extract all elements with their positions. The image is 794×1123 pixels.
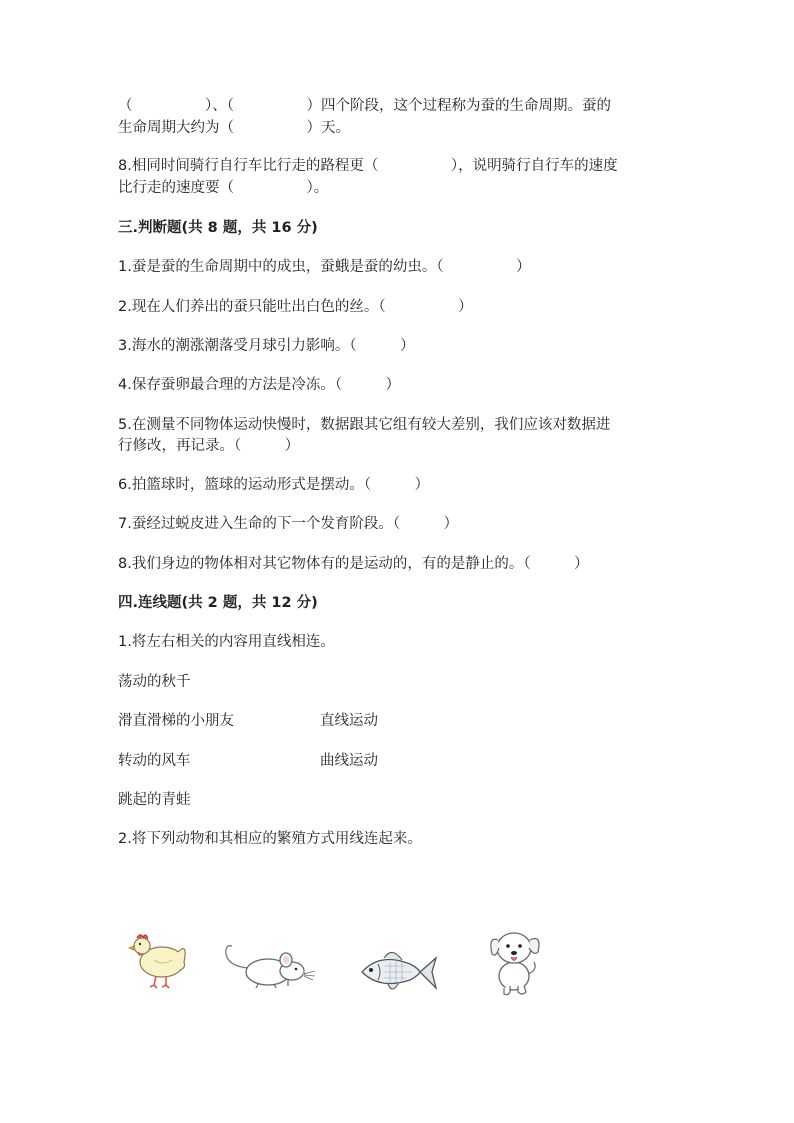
match-q2-prompt: 2.将下列动物和其相应的繁殖方式用线连起来。 xyxy=(118,831,422,847)
judge-item-2: 2.现在人们养出的蚕只能吐出白色的丝。（ ） xyxy=(118,299,473,315)
q7-continuation-line1: （ ）、（ ）四个阶段，这个过程称为蚕的生命周期。蚕的 xyxy=(118,98,611,114)
mouse-icon xyxy=(218,938,318,990)
q8-line1: 8.相同时间骑行自行车比行走的路程更（ ），说明骑行自行车的速度 xyxy=(118,158,618,174)
judge-item-8: 8.我们身边的物体相对其它物体有的是运动的，有的是静止的。（ ） xyxy=(118,556,589,572)
match-right-item-1: 直线运动 xyxy=(320,713,378,729)
q7-continuation-line2: 生命周期大约为（ ）天。 xyxy=(118,120,350,136)
match-right-item-2: 曲线运动 xyxy=(320,753,378,769)
judge-item-4: 4.保存蚕卵最合理的方法是冷冻。（ ） xyxy=(118,377,401,393)
match-left-item-1: 荡动的秋千 xyxy=(118,674,191,690)
section3-heading: 三.判断题(共 8 题，共 16 分) xyxy=(118,220,318,236)
judge-item-7: 7.蚕经过蜕皮进入生命的下一个发育阶段。（ ） xyxy=(118,516,459,532)
match-q1-prompt: 1.将左右相关的内容用直线相连。 xyxy=(118,634,335,650)
judge-item-6: 6.拍篮球时，篮球的运动形式是摆动。（ ） xyxy=(118,477,430,493)
judge-item-1: 1.蚕是蚕的生命周期中的成虫，蚕蛾是蚕的幼虫。（ ） xyxy=(118,259,531,275)
judge-item-5-line1: 5.在测量不同物体运动快慢时，数据跟其它组有较大差别，我们应该对数据进 xyxy=(118,417,611,433)
section4-heading: 四.连线题(共 2 题，共 12 分) xyxy=(118,595,318,611)
fish-icon xyxy=(356,944,440,996)
puppy-icon xyxy=(484,924,546,998)
match-left-item-4: 跳起的青蛙 xyxy=(118,792,191,808)
judge-item-5-line2: 行修改，再记录。（ ） xyxy=(118,438,300,454)
hen-icon xyxy=(128,928,190,990)
match-left-item-2: 滑直滑梯的小朋友 xyxy=(118,713,234,729)
q8-line2: 比行走的速度要（ ）。 xyxy=(118,180,329,196)
match-left-item-3: 转动的风车 xyxy=(118,753,191,769)
judge-item-3: 3.海水的潮涨潮落受月球引力影响。（ ） xyxy=(118,338,415,354)
